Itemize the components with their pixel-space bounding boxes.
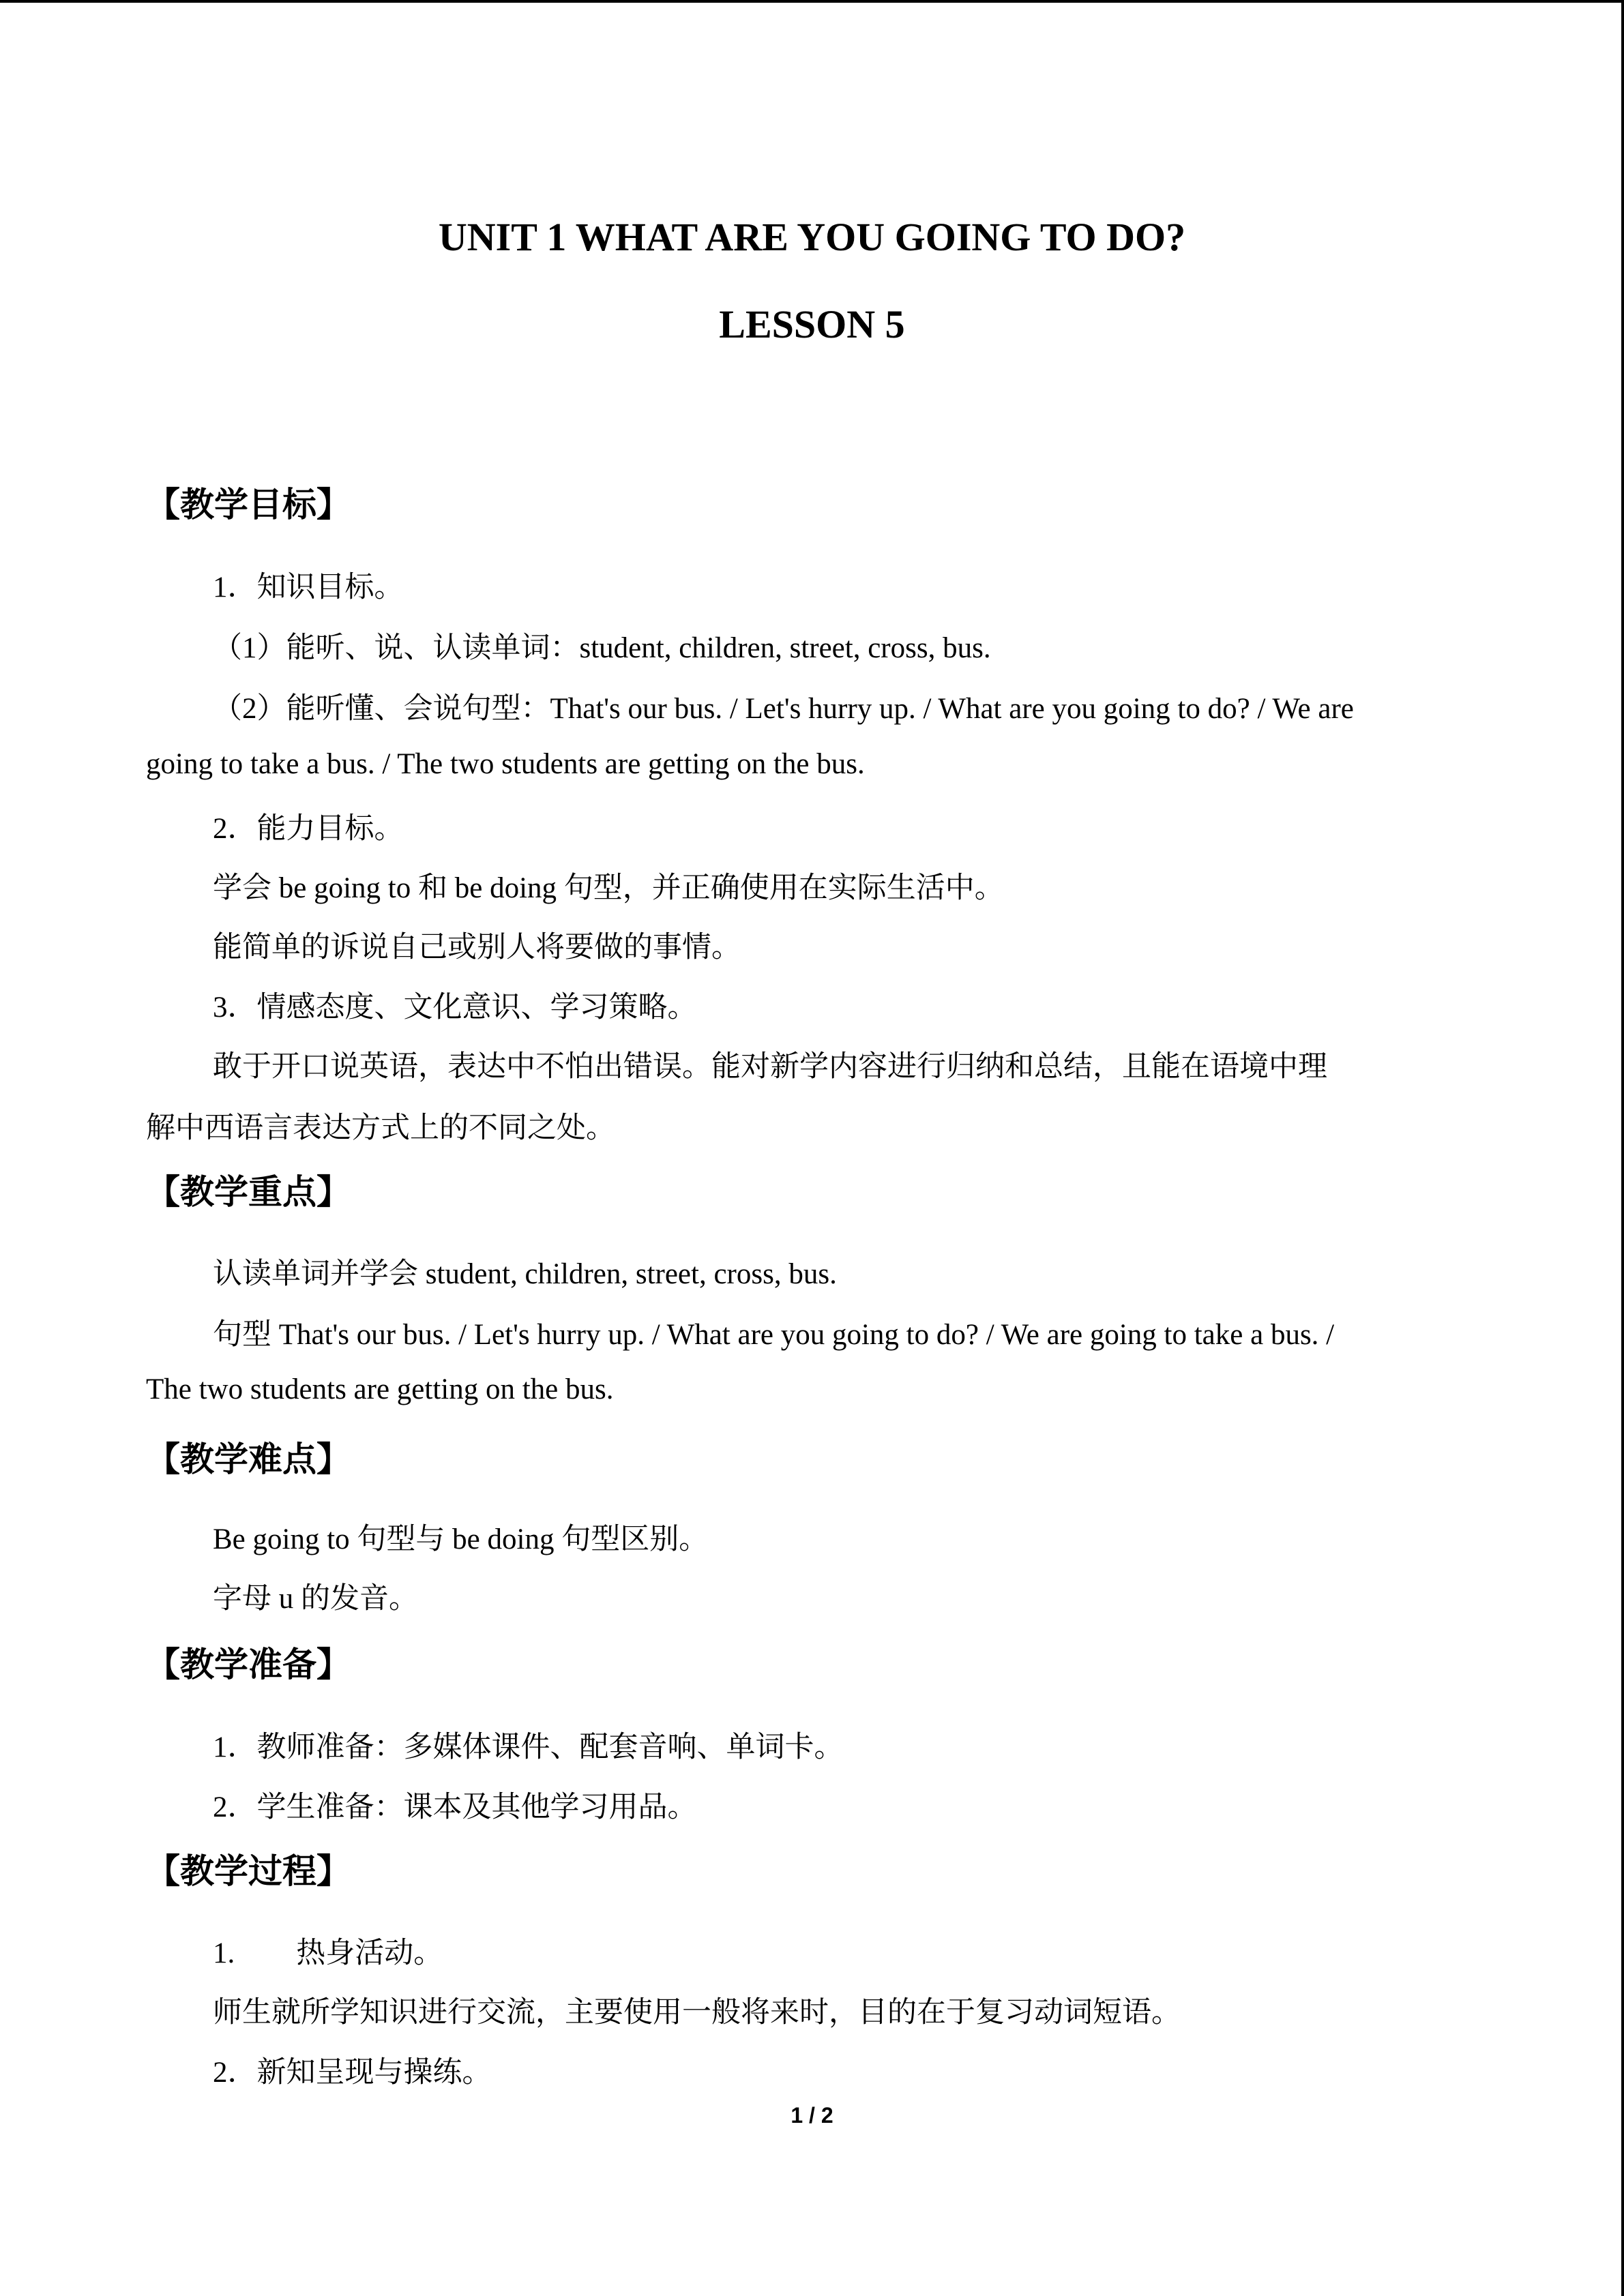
objectives-line: going to take a bus. / The two students are getting on the bus. xyxy=(146,748,865,780)
heading-objectives: 【教学目标】 xyxy=(146,485,351,524)
preparation-line: 2．学生准备：课本及其他学习用品。 xyxy=(213,1791,697,1823)
objectives-line: （2）能听懂、会说句型：That's our bus. / Let's hurry up. / What are you going to do? / We are xyxy=(213,693,1354,725)
objectives-line: 学会 be going to 和 be doing 句型，并正确使用在实际生活中。 xyxy=(213,872,1004,904)
heading-key-points: 【教学重点】 xyxy=(146,1172,351,1212)
objectives-line: 能简单的诉说自己或别人将要做的事情。 xyxy=(213,931,741,964)
objectives-line: 敢于开口说英语，表达中不怕出错误。能对新学内容进行归纳和总结，且能在语境中理 xyxy=(213,1051,1327,1083)
page-top-border xyxy=(0,0,1624,3)
key-points-line: 认读单词并学会 student, children, street, cross, bus. xyxy=(213,1258,837,1290)
difficulties-line: Be going to 句型与 be doing 句型区别。 xyxy=(213,1523,709,1555)
objectives-line: 1．知识目标。 xyxy=(213,571,404,603)
heading-preparation: 【教学准备】 xyxy=(146,1645,351,1684)
difficulties-line: 字母 u 的发音。 xyxy=(213,1583,418,1615)
document-title: UNIT 1 WHAT ARE YOU GOING TO DO? xyxy=(438,215,1186,259)
objectives-line: 解中西语言表达方式上的不同之处。 xyxy=(146,1112,615,1144)
objectives-line: 3．情感态度、文化意识、学习策略。 xyxy=(213,992,697,1024)
key-points-line: 句型 That's our bus. / Let's hurry up. / What are you going to do? / We are going to take a bus. / xyxy=(213,1319,1335,1351)
process-step-number: 1. xyxy=(213,1937,235,1969)
page-number: 1 / 2 xyxy=(791,2103,833,2128)
process-line: 师生就所学知识进行交流，主要使用一般将来时，目的在于复习动词短语。 xyxy=(213,1997,1181,2029)
process-line: 2．新知呈现与操练。 xyxy=(213,2057,492,2089)
key-points-line: The two students are getting on the bus. xyxy=(146,1373,614,1405)
lesson-title: LESSON 5 xyxy=(719,302,905,346)
objectives-line: （1）能听、说、认读单词：student, children, street, cross, bus. xyxy=(213,632,991,664)
process-step-text: 热身活动。 xyxy=(296,1937,443,1969)
process-line xyxy=(213,1930,443,1971)
objectives-line: 2．能力目标。 xyxy=(213,813,404,845)
heading-process: 【教学过程】 xyxy=(146,1851,351,1891)
preparation-line: 1．教师准备：多媒体课件、配套音响、单词卡。 xyxy=(213,1731,844,1763)
heading-difficulties: 【教学难点】 xyxy=(146,1440,351,1479)
